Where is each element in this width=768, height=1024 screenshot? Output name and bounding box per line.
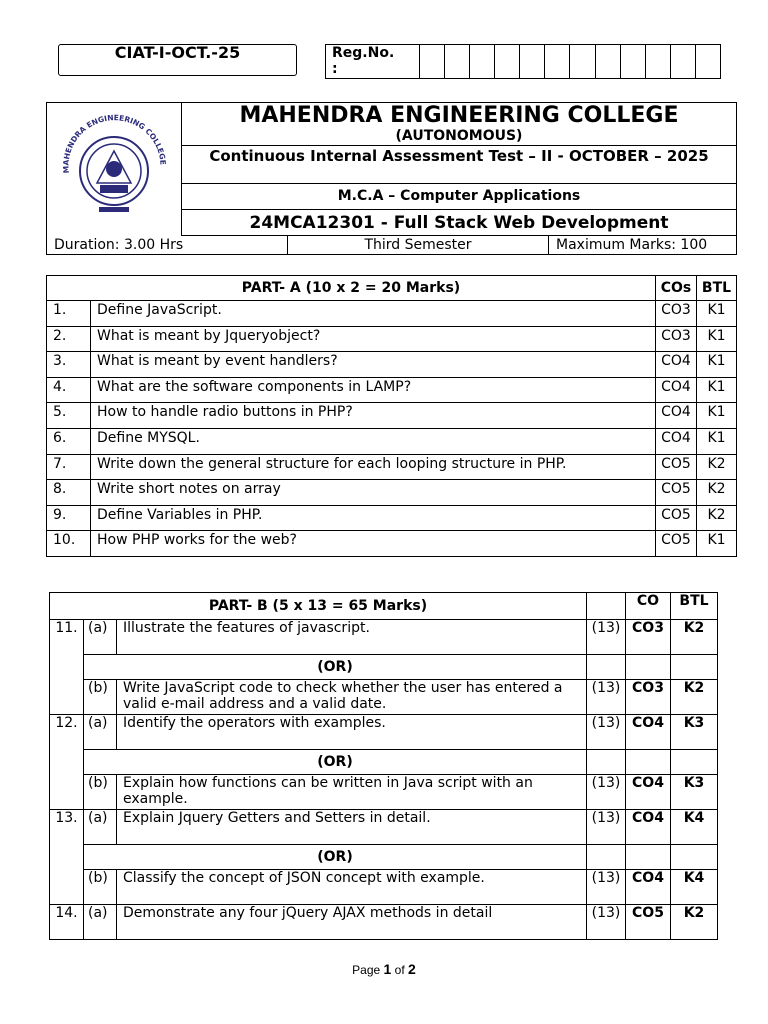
question-row: [50, 905, 718, 940]
reg-digit-cell: [646, 45, 671, 78]
reg-digit-cell: [420, 45, 445, 78]
question-co: CO4: [656, 377, 697, 403]
question-co: CO5: [656, 480, 697, 506]
question-text: How to handle radio buttons in PHP?: [91, 403, 656, 429]
or-row: [50, 750, 718, 775]
reg-digit-cell: [545, 45, 570, 78]
question-number: 12.: [50, 715, 84, 810]
empty-cell: [587, 845, 626, 870]
question-text: Explain how functions can be written in Java script with an example.: [117, 775, 587, 810]
question-co: CO3: [656, 301, 697, 327]
question-text: Classify the concept of JSON concept with example.: [117, 870, 587, 905]
question-text: Write JavaScript code to check whether the user has entered a valid e-mail address and a valid date.: [117, 680, 587, 715]
question-number: 11.: [50, 620, 84, 715]
question-number: 13.: [50, 810, 84, 905]
reg-number-box: [325, 44, 721, 79]
course-name: 24MCA12301 - Full Stack Web Development: [182, 210, 736, 236]
question-btl: K2: [671, 680, 718, 715]
question-text: Identify the operators with examples.: [117, 715, 587, 750]
test-title: Continuous Internal Assessment Test – II - OCTOBER – 2025: [182, 146, 736, 184]
question-co: CO5: [656, 531, 697, 557]
question-co: CO3: [626, 680, 671, 715]
question-number: 14.: [50, 905, 84, 940]
question-co: CO4: [626, 870, 671, 905]
college-logo-icon: [47, 103, 182, 236]
question-co: CO4: [656, 428, 697, 454]
sub-label: (a): [84, 905, 117, 940]
question-btl: K2: [697, 454, 737, 480]
question-number: 9.: [47, 505, 91, 531]
empty-cell: [626, 845, 671, 870]
question-text: What is meant by event handlers?: [91, 352, 656, 378]
question-btl: K1: [697, 352, 737, 378]
question-number: 3.: [47, 352, 91, 378]
question-row: [50, 870, 718, 905]
question-btl: K1: [697, 428, 737, 454]
program-name: M.C.A – Computer Applications: [182, 184, 736, 210]
reg-digit-cell: [621, 45, 646, 78]
of-word: of: [394, 963, 405, 977]
college-header: [46, 102, 737, 255]
question-text: Define MYSQL.: [91, 428, 656, 454]
part-a-co-header: COs: [656, 276, 697, 301]
sub-label: (b): [84, 870, 117, 905]
empty-cell: [626, 655, 671, 680]
question-co: CO4: [656, 403, 697, 429]
reg-digit-cell: [470, 45, 495, 78]
reg-digit-cell: [445, 45, 470, 78]
question-text: How PHP works for the web?: [91, 531, 656, 557]
question-text: Write short notes on array: [91, 480, 656, 506]
part-b-body: [50, 620, 718, 940]
question-btl: K1: [697, 301, 737, 327]
page-total: 2: [408, 961, 416, 977]
question-co: CO4: [626, 810, 671, 845]
or-label: (OR): [84, 655, 587, 680]
part-a-body: [47, 301, 737, 557]
question-co: CO4: [626, 715, 671, 750]
question-number: 5.: [47, 403, 91, 429]
question-text: Write down the general structure for each looping structure in PHP.: [91, 454, 656, 480]
or-label: (OR): [84, 750, 587, 775]
page-number: 1: [383, 961, 392, 977]
question-btl: K2: [697, 480, 737, 506]
part-b-co-header: CO: [626, 593, 671, 620]
question-row: [47, 403, 737, 429]
logo-arc-text: MAHENDRA ENGINEERING COLLEGE: [61, 113, 168, 174]
reg-digit-cell: [671, 45, 696, 78]
question-co: CO4: [626, 775, 671, 810]
question-marks: (13): [587, 775, 626, 810]
question-text: Define JavaScript.: [91, 301, 656, 327]
reg-digit-cell: [570, 45, 595, 78]
question-btl: K3: [671, 775, 718, 810]
question-row: [47, 454, 737, 480]
question-number: 10.: [47, 531, 91, 557]
empty-cell: [671, 655, 718, 680]
part-b-header-row: [50, 593, 718, 620]
question-row: [47, 377, 737, 403]
question-btl: K1: [697, 326, 737, 352]
question-marks: (13): [587, 810, 626, 845]
college-logo-cell: [47, 103, 182, 236]
reg-label-text: Reg.No.: [332, 45, 395, 61]
question-row: [50, 680, 718, 715]
question-text: Explain Jquery Getters and Setters in detail.: [117, 810, 587, 845]
question-text: What is meant by Jqueryobject?: [91, 326, 656, 352]
question-marks: (13): [587, 620, 626, 655]
question-marks: (13): [587, 870, 626, 905]
question-row: [47, 301, 737, 327]
or-row: [50, 845, 718, 870]
college-title-row: [182, 103, 736, 146]
question-row: [47, 480, 737, 506]
empty-cell: [671, 750, 718, 775]
question-btl: K1: [697, 403, 737, 429]
or-label: (OR): [84, 845, 587, 870]
page-word: Page: [352, 963, 381, 977]
empty-cell: [587, 655, 626, 680]
part-a-header-row: [47, 276, 737, 301]
sub-label: (a): [84, 810, 117, 845]
part-b-title: PART- B (5 x 13 = 65 Marks): [50, 593, 587, 620]
question-row: [47, 352, 737, 378]
reg-label-colon: :: [332, 61, 338, 77]
question-btl: K1: [697, 377, 737, 403]
part-a-title: PART- A (10 x 2 = 20 Marks): [47, 276, 656, 301]
sub-label: (a): [84, 715, 117, 750]
question-btl: K4: [671, 870, 718, 905]
question-text: What are the software components in LAMP?: [91, 377, 656, 403]
question-marks: (13): [587, 905, 626, 940]
autonomous-label: (AUTONOMOUS): [395, 128, 523, 144]
question-co: CO5: [626, 905, 671, 940]
question-row: [47, 531, 737, 557]
question-marks: (13): [587, 680, 626, 715]
empty-cell: [671, 845, 718, 870]
question-btl: K4: [671, 810, 718, 845]
reg-digit-cell: [520, 45, 545, 78]
question-co: CO4: [656, 352, 697, 378]
or-row: [50, 655, 718, 680]
question-co: CO3: [626, 620, 671, 655]
question-number: 7.: [47, 454, 91, 480]
question-row: [50, 620, 718, 655]
exam-meta-row: [47, 236, 736, 255]
question-co: CO5: [656, 505, 697, 531]
question-text: Demonstrate any four jQuery AJAX methods in detail: [117, 905, 587, 940]
question-marks: (13): [587, 715, 626, 750]
page-footer: [0, 961, 768, 977]
part-b-btl-header: BTL: [671, 593, 718, 620]
part-b-table: [49, 592, 718, 940]
reg-digit-cell: [696, 45, 720, 78]
part-a-table: [46, 275, 737, 557]
question-row: [50, 715, 718, 750]
question-text: Define Variables in PHP.: [91, 505, 656, 531]
question-row: [47, 428, 737, 454]
college-name: MAHENDRA ENGINEERING COLLEGE: [239, 103, 679, 128]
question-number: 8.: [47, 480, 91, 506]
reg-digit-cell: [596, 45, 621, 78]
question-btl: K2: [671, 905, 718, 940]
question-row: [50, 775, 718, 810]
part-b-marks-header: [587, 593, 626, 620]
question-btl: K1: [697, 531, 737, 557]
question-btl: K2: [697, 505, 737, 531]
sub-label: (b): [84, 680, 117, 715]
part-a-btl-header: BTL: [697, 276, 737, 301]
exam-code-box: [58, 44, 297, 76]
question-row: [47, 326, 737, 352]
question-btl: K3: [671, 715, 718, 750]
exam-code: CIAT-I-OCT.-25: [114, 43, 241, 62]
question-co: CO3: [656, 326, 697, 352]
question-co: CO5: [656, 454, 697, 480]
reg-digit-cell: [495, 45, 520, 78]
question-btl: K2: [671, 620, 718, 655]
sub-label: (a): [84, 620, 117, 655]
empty-cell: [626, 750, 671, 775]
question-number: 1.: [47, 301, 91, 327]
sub-label: (b): [84, 775, 117, 810]
question-number: 2.: [47, 326, 91, 352]
reg-number-label: [326, 45, 420, 78]
question-row: [47, 505, 737, 531]
max-marks: Maximum Marks: 100: [556, 237, 708, 253]
question-number: 4.: [47, 377, 91, 403]
question-row: [50, 810, 718, 845]
semester: Third Semester: [287, 236, 549, 255]
empty-cell: [587, 750, 626, 775]
question-number: 6.: [47, 428, 91, 454]
duration: Duration: 3.00 Hrs: [54, 237, 184, 253]
question-text: Illustrate the features of javascript.: [117, 620, 587, 655]
